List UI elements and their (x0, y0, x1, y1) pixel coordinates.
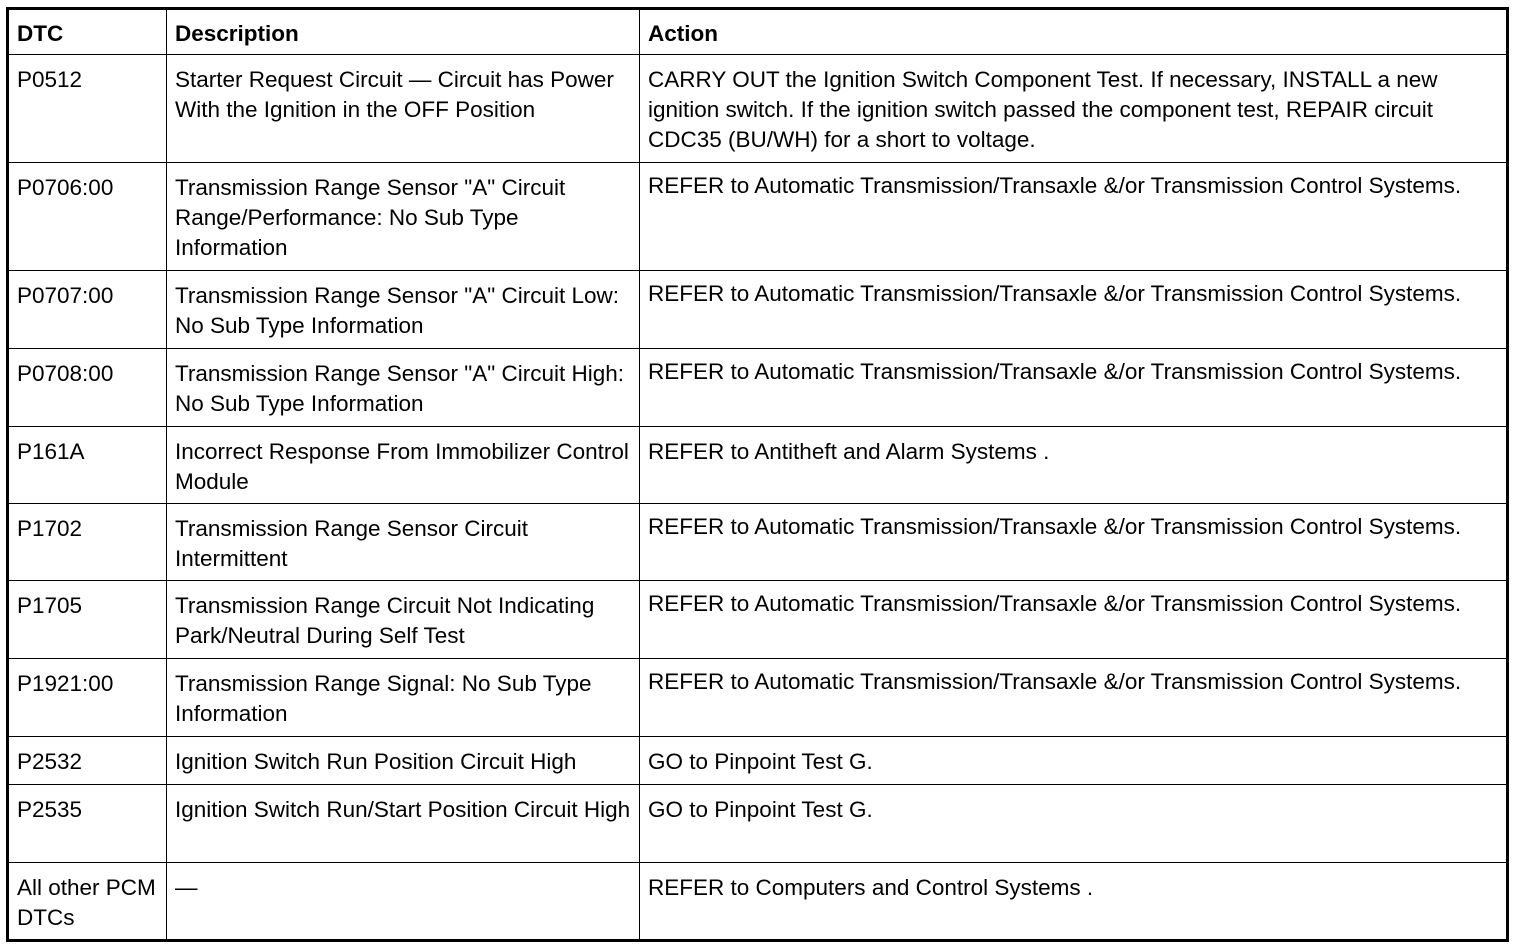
table-row (8, 737, 1508, 785)
description-cell: — (167, 863, 640, 941)
dtc-code-cell: P0707:00 (8, 271, 167, 349)
table-row (8, 163, 1508, 271)
action-cell: REFER to Automatic Transmission/Transaxle &/or Transmission Control Systems. (640, 349, 1508, 427)
dtc-code-cell: P0708:00 (8, 349, 167, 427)
dtc-code-cell: P1705 (8, 581, 167, 659)
table-row (8, 504, 1508, 581)
description-cell: Transmission Range Sensor Circuit Intermittent (167, 504, 640, 581)
dtc-table (6, 7, 1509, 942)
description-cell: Ignition Switch Run/Start Position Circuit High (167, 785, 640, 863)
action-cell: GO to Pinpoint Test G. (640, 785, 1508, 863)
action-cell: REFER to Antitheft and Alarm Systems . (640, 427, 1508, 504)
description-cell: Transmission Range Signal: No Sub Type Information (167, 659, 640, 737)
table-row (8, 785, 1508, 863)
table-header-row (8, 9, 1508, 55)
action-cell: REFER to Automatic Transmission/Transaxle &/or Transmission Control Systems. (640, 659, 1508, 737)
dtc-code-cell: P161A (8, 427, 167, 504)
dtc-code-cell: P1921:00 (8, 659, 167, 737)
dtc-code-cell: P0706:00 (8, 163, 167, 271)
table-row (8, 349, 1508, 427)
action-cell: REFER to Automatic Transmission/Transaxle &/or Transmission Control Systems. (640, 163, 1508, 271)
action-cell: REFER to Automatic Transmission/Transaxle &/or Transmission Control Systems. (640, 504, 1508, 581)
description-cell: Transmission Range Circuit Not Indicating Park/Neutral During Self Test (167, 581, 640, 659)
dtc-code-cell: P2532 (8, 737, 167, 785)
action-cell: GO to Pinpoint Test G. (640, 737, 1508, 785)
description-cell: Transmission Range Sensor "A" Circuit Range/Performance: No Sub Type Information (167, 163, 640, 271)
description-cell: Ignition Switch Run Position Circuit High (167, 737, 640, 785)
action-cell: REFER to Computers and Control Systems . (640, 863, 1508, 941)
dtc-code-cell: P1702 (8, 504, 167, 581)
description-cell: Transmission Range Sensor "A" Circuit High: No Sub Type Information (167, 349, 640, 427)
table-row (8, 271, 1508, 349)
table-row (8, 863, 1508, 941)
column-header-dtc: DTC (8, 9, 167, 55)
table-row (8, 581, 1508, 659)
table-row (8, 659, 1508, 737)
action-cell: CARRY OUT the Ignition Switch Component Test. If necessary, INSTALL a new ignition switch. If the ignition switch passed the component test, REPAIR circuit CDC35 (BU/WH) for a short to voltage. (640, 55, 1508, 163)
action-cell: REFER to Automatic Transmission/Transaxle &/or Transmission Control Systems. (640, 271, 1508, 349)
dtc-code-cell: P0512 (8, 55, 167, 163)
dtc-code-cell: All other PCM DTCs (8, 863, 167, 941)
description-cell: Incorrect Response From Immobilizer Control Module (167, 427, 640, 504)
dtc-code-cell: P2535 (8, 785, 167, 863)
description-cell: Starter Request Circuit — Circuit has Power With the Ignition in the OFF Position (167, 55, 640, 163)
action-cell: REFER to Automatic Transmission/Transaxle &/or Transmission Control Systems. (640, 581, 1508, 659)
description-cell: Transmission Range Sensor "A" Circuit Low: No Sub Type Information (167, 271, 640, 349)
table-row (8, 55, 1508, 163)
column-header-description: Description (167, 9, 640, 55)
table-row (8, 427, 1508, 504)
column-header-action: Action (640, 9, 1508, 55)
